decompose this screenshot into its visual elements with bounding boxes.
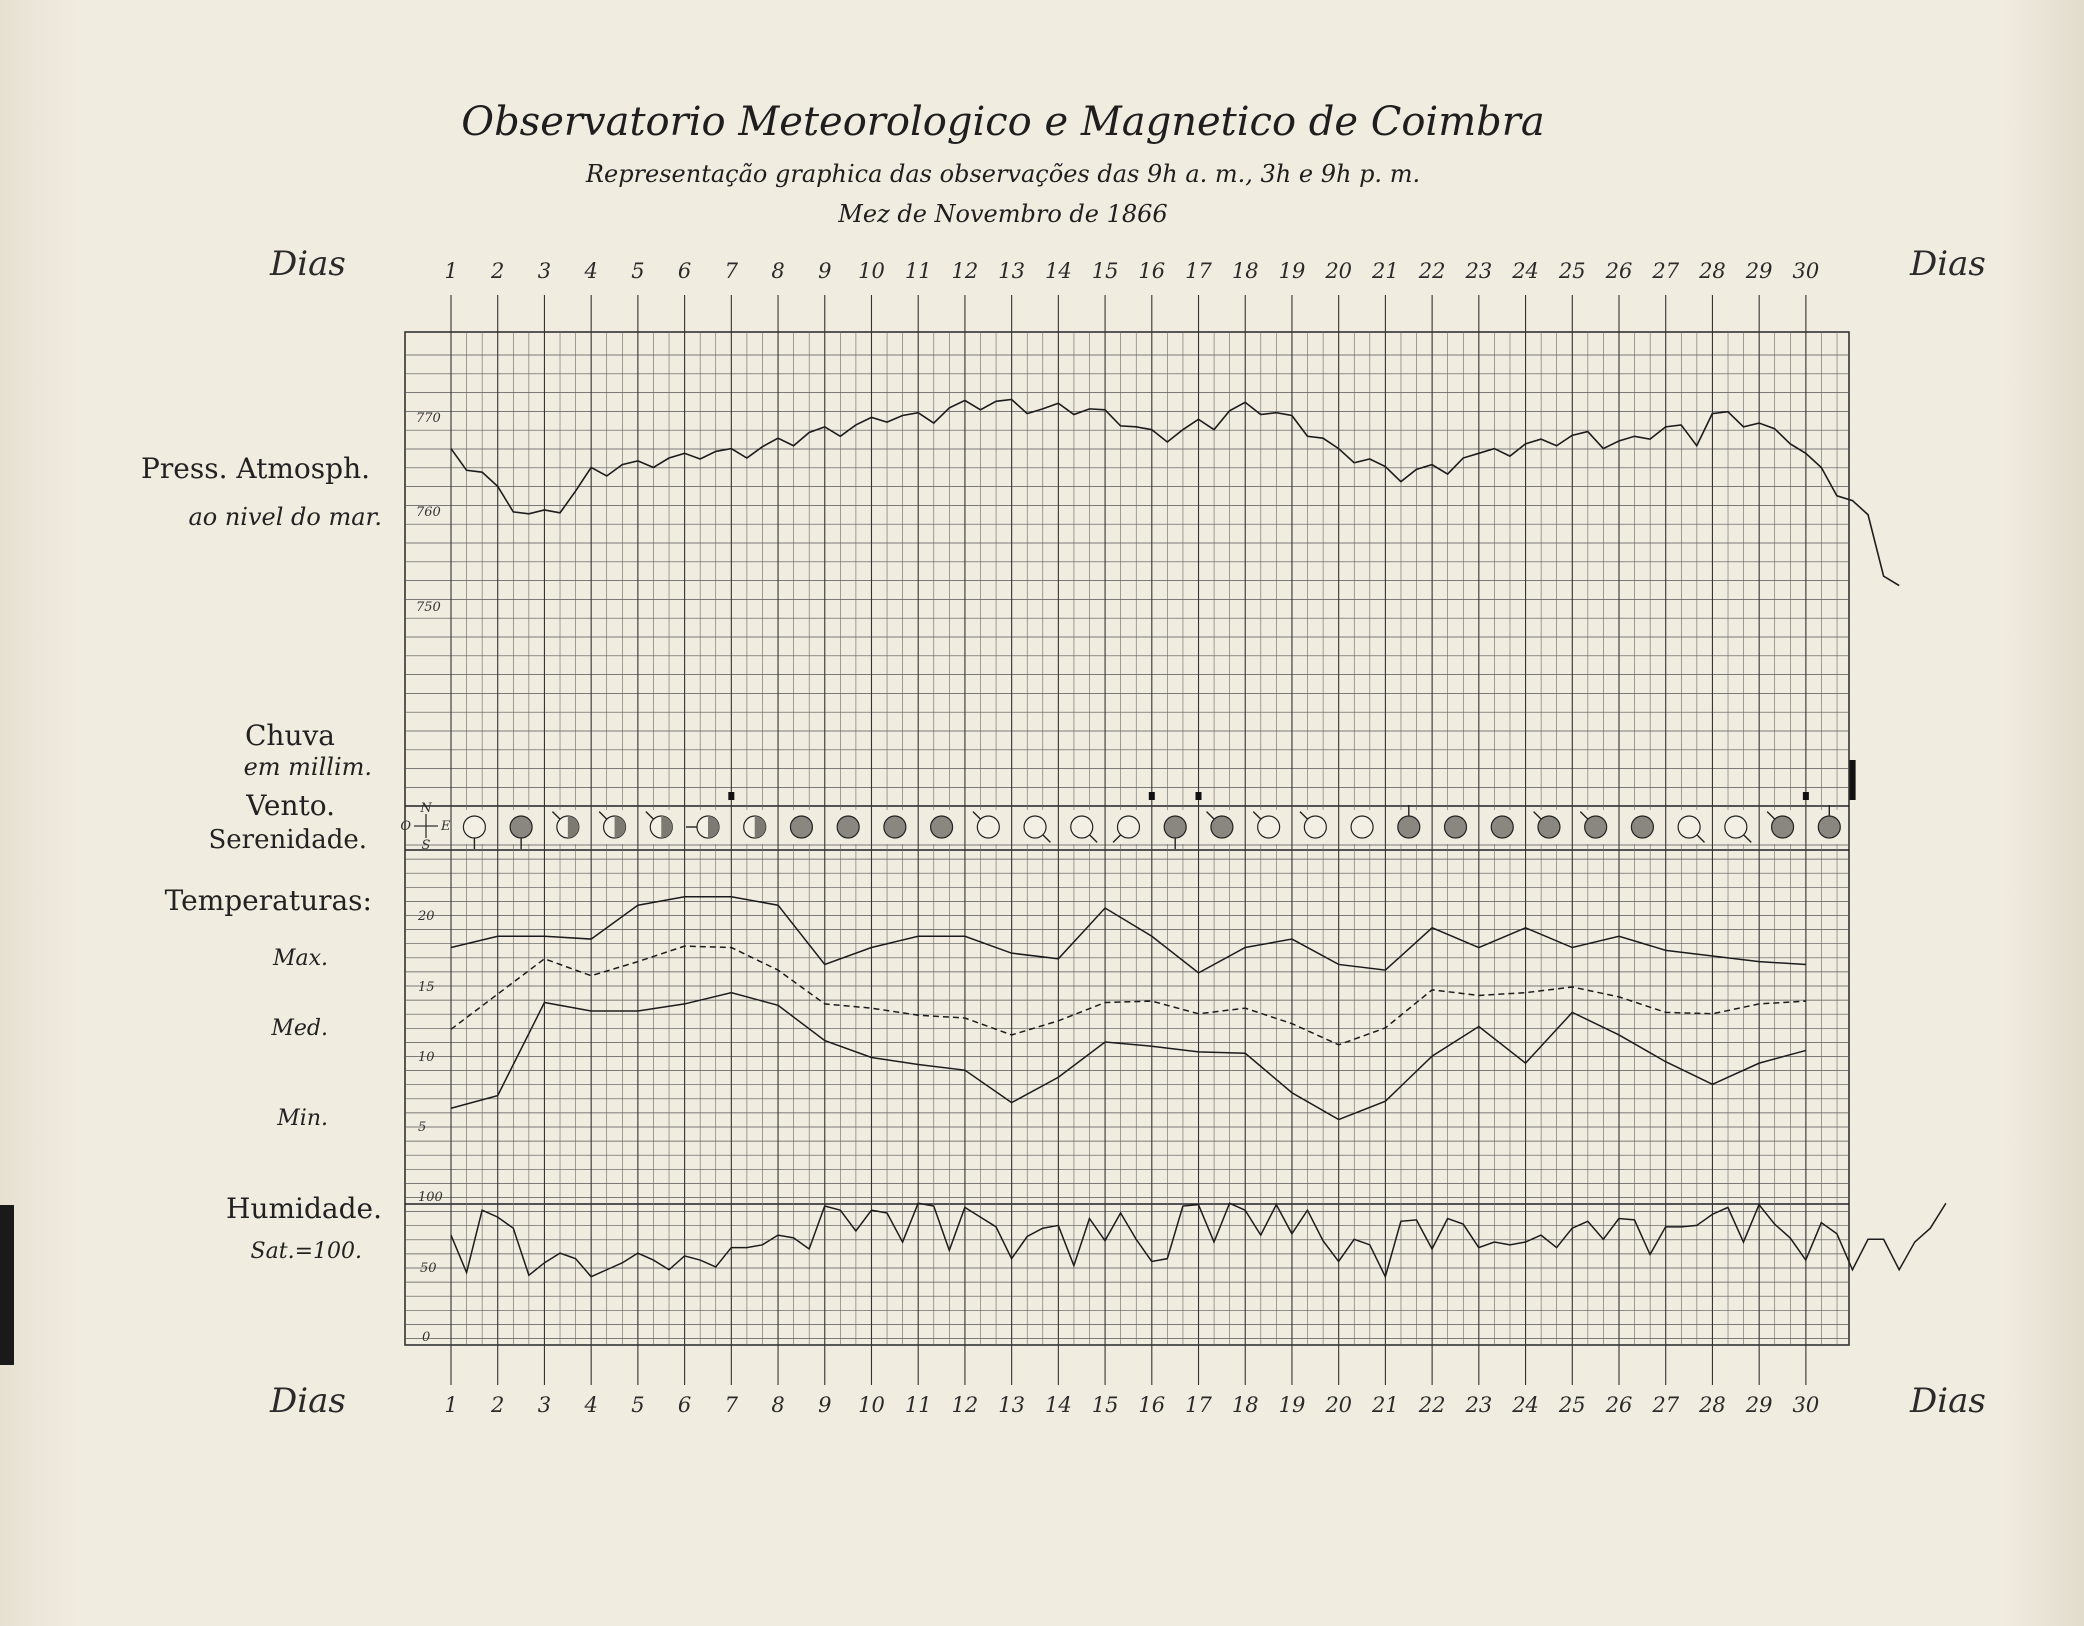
sky-circle (1398, 816, 1420, 838)
sky-symbol-icon (831, 810, 865, 844)
sky-circle (884, 816, 906, 838)
rain-bar (1149, 792, 1155, 800)
day-label-top: 7 (724, 259, 739, 283)
sky-circle (1585, 816, 1607, 838)
day-label-top: 18 (1231, 259, 1259, 283)
compass-s: S (421, 838, 431, 853)
day-label-bottom: 11 (904, 1393, 932, 1417)
compass-o: O (400, 819, 411, 834)
sky-symbol-icon (1439, 810, 1473, 844)
sky-circle (1772, 816, 1794, 838)
day-label-top: 25 (1558, 259, 1586, 283)
tick-pressure-750: 750 (416, 600, 441, 615)
day-label-top: 19 (1278, 259, 1306, 283)
day-label-bottom: 28 (1699, 1393, 1726, 1417)
sky-symbol-icon (925, 810, 959, 844)
label-max: Max. (272, 946, 328, 971)
day-label-bottom: 29 (1745, 1393, 1773, 1417)
tick-humidity-0: 0 (422, 1330, 431, 1345)
day-label-bottom: 5 (631, 1393, 645, 1417)
day-label-bottom: 14 (1044, 1393, 1072, 1417)
sky-circle (837, 816, 859, 838)
sky-circle (1445, 816, 1467, 838)
day-label-bottom: 7 (724, 1393, 739, 1417)
sky-symbol-icon (1719, 810, 1753, 844)
temp-min-line (451, 993, 1806, 1120)
sky-circle (1258, 816, 1280, 838)
day-label-top: 28 (1699, 259, 1726, 283)
day-label-top: 2 (491, 259, 505, 283)
tick-temp-15: 15 (418, 980, 435, 995)
day-label-top: 29 (1745, 259, 1773, 283)
sky-symbol-icon (644, 810, 678, 844)
sky-symbol-icon (1485, 810, 1519, 844)
days-label-bottom-left: Dias (270, 1381, 346, 1421)
axis-ticks (416, 411, 443, 1345)
tick-temp-5: 5 (418, 1120, 427, 1135)
day-label-bottom: 16 (1138, 1393, 1166, 1417)
sky-symbol-icon (1158, 810, 1192, 849)
compass-n: N (420, 801, 432, 816)
sky-symbol-icon (504, 810, 538, 849)
day-label-bottom: 17 (1185, 1393, 1212, 1417)
day-label-top: 13 (998, 259, 1026, 283)
day-label-top: 14 (1044, 259, 1072, 283)
sky-symbol-icon (1672, 810, 1706, 844)
label-serenity: Serenidade. (208, 825, 367, 855)
sky-symbol-icon (1252, 810, 1286, 844)
day-label-bottom: 27 (1652, 1393, 1680, 1417)
rain-bar (1850, 760, 1856, 800)
sky-symbol-icon (1345, 810, 1379, 844)
sky-symbol-icon (1111, 810, 1145, 844)
day-label-bottom: 23 (1465, 1393, 1493, 1417)
day-label-top: 17 (1185, 259, 1212, 283)
day-label-top: 16 (1138, 259, 1166, 283)
sky-symbol-icon (1392, 805, 1426, 844)
label-med: Med. (271, 1016, 328, 1041)
days-label-top-left: Dias (270, 244, 346, 284)
day-label-top: 1 (444, 259, 458, 283)
sky-symbol-icon (1766, 810, 1800, 844)
day-label-bottom: 9 (818, 1393, 832, 1417)
rain-bar (1196, 792, 1202, 800)
label-min: Min. (277, 1106, 328, 1131)
sky-symbol-icon (1625, 810, 1659, 844)
sky-symbol-icon (738, 810, 772, 844)
day-label-top: 21 (1372, 259, 1399, 283)
day-label-top: 6 (677, 259, 692, 283)
day-label-bottom: 21 (1372, 1393, 1399, 1417)
day-label-top: 10 (858, 259, 885, 283)
day-label-top: 27 (1652, 259, 1680, 283)
sky-circle (463, 816, 485, 838)
sky-circle (1818, 816, 1840, 838)
label-pressure-sub: ao nivel do mar. (188, 503, 382, 531)
day-label-bottom: 20 (1325, 1393, 1353, 1417)
sky-symbol-icon (457, 810, 491, 849)
day-label-bottom: 22 (1418, 1393, 1446, 1417)
sky-symbol-icon (1812, 805, 1846, 844)
sky-circle (510, 816, 532, 838)
day-label-top: 8 (771, 259, 785, 283)
tick-humidity-100: 100 (418, 1190, 443, 1205)
day-label-bottom: 19 (1278, 1393, 1306, 1417)
days-label-bottom-right: Dias (1910, 1381, 1986, 1421)
day-label-bottom: 4 (584, 1393, 598, 1417)
temp-max-line (451, 897, 1806, 973)
chart-month: Mez de Novembro de 1866 (838, 200, 1168, 228)
rain-bar (728, 792, 734, 800)
label-humidity-sub: Sat.=100. (250, 1239, 362, 1264)
chart-subtitle: Representação graphica das observações das 9h a. m., 3h e 9h p. m. (585, 160, 1421, 188)
sky-symbol-icon (878, 810, 912, 844)
day-label-top: 23 (1465, 259, 1493, 283)
tick-pressure-770: 770 (416, 411, 441, 426)
day-label-bottom: 15 (1091, 1393, 1119, 1417)
sky-circle (1631, 816, 1653, 838)
day-label-top: 22 (1418, 259, 1446, 283)
sky-circle (790, 816, 812, 838)
pressure-line (451, 399, 1899, 585)
day-label-top: 30 (1792, 259, 1820, 283)
label-pressure: Press. Atmosph. (141, 452, 370, 485)
day-label-top: 3 (537, 259, 552, 283)
sky-symbol-icon (971, 810, 1005, 844)
sky-symbol-icon (1298, 810, 1332, 844)
label-rain-sub: em millim. (243, 753, 372, 781)
day-label-top: 11 (904, 259, 932, 283)
day-label-top: 24 (1512, 259, 1539, 283)
day-label-top: 12 (951, 259, 979, 283)
label-humidity: Humidade. (226, 1192, 382, 1225)
day-label-bottom: 12 (951, 1393, 979, 1417)
day-label-bottom: 10 (858, 1393, 885, 1417)
sky-circle (1491, 816, 1513, 838)
day-label-top: 26 (1605, 259, 1633, 283)
day-label-bottom: 25 (1558, 1393, 1586, 1417)
sky-symbol-icon (1018, 810, 1052, 844)
sky-symbol-icon (598, 810, 632, 844)
sky-circle (1725, 816, 1747, 838)
sky-circle (1211, 816, 1233, 838)
day-label-top: 15 (1091, 259, 1119, 283)
day-label-bottom: 18 (1231, 1393, 1259, 1417)
tick-humidity-50: 50 (420, 1261, 437, 1276)
day-label-top: 5 (631, 259, 645, 283)
sky-symbol-icon (1532, 810, 1566, 844)
day-label-bottom: 13 (998, 1393, 1026, 1417)
label-wind: Vento. (246, 789, 335, 822)
compass-e: E (441, 819, 451, 834)
label-rain: Chuva (244, 719, 335, 752)
rain-bar (1803, 792, 1809, 800)
sky-circle (1351, 816, 1373, 838)
day-label-top: 9 (818, 259, 832, 283)
sky-symbol-icon (686, 810, 725, 844)
day-label-bottom: 2 (491, 1393, 505, 1417)
sky-symbol-icon (1065, 810, 1099, 844)
tick-temp-20: 20 (418, 909, 435, 924)
day-label-top: 20 (1325, 259, 1353, 283)
sky-symbol-icon (1205, 810, 1239, 844)
day-label-bottom: 30 (1792, 1393, 1820, 1417)
sky-circle (931, 816, 953, 838)
sky-circle (1164, 816, 1186, 838)
sky-symbol-icon (551, 810, 585, 844)
day-label-bottom: 26 (1605, 1393, 1633, 1417)
day-label-bottom: 6 (677, 1393, 692, 1417)
day-label-bottom: 24 (1512, 1393, 1539, 1417)
label-temperatures: Temperaturas: (164, 884, 372, 917)
day-label-bottom: 3 (537, 1393, 552, 1417)
temp-med-line (451, 946, 1806, 1045)
day-label-bottom: 8 (771, 1393, 785, 1417)
tick-temp-10: 10 (418, 1050, 435, 1065)
tick-pressure-760: 760 (416, 505, 441, 520)
day-label-top: 4 (584, 259, 598, 283)
sky-symbol-icon (784, 810, 818, 844)
sky-symbol-icon (1579, 810, 1613, 844)
chart-title: Observatorio Meteorologico e Magnetico de Coimbra (461, 99, 1545, 145)
day-label-bottom: 1 (444, 1393, 458, 1417)
days-label-top-right: Dias (1910, 244, 1986, 284)
